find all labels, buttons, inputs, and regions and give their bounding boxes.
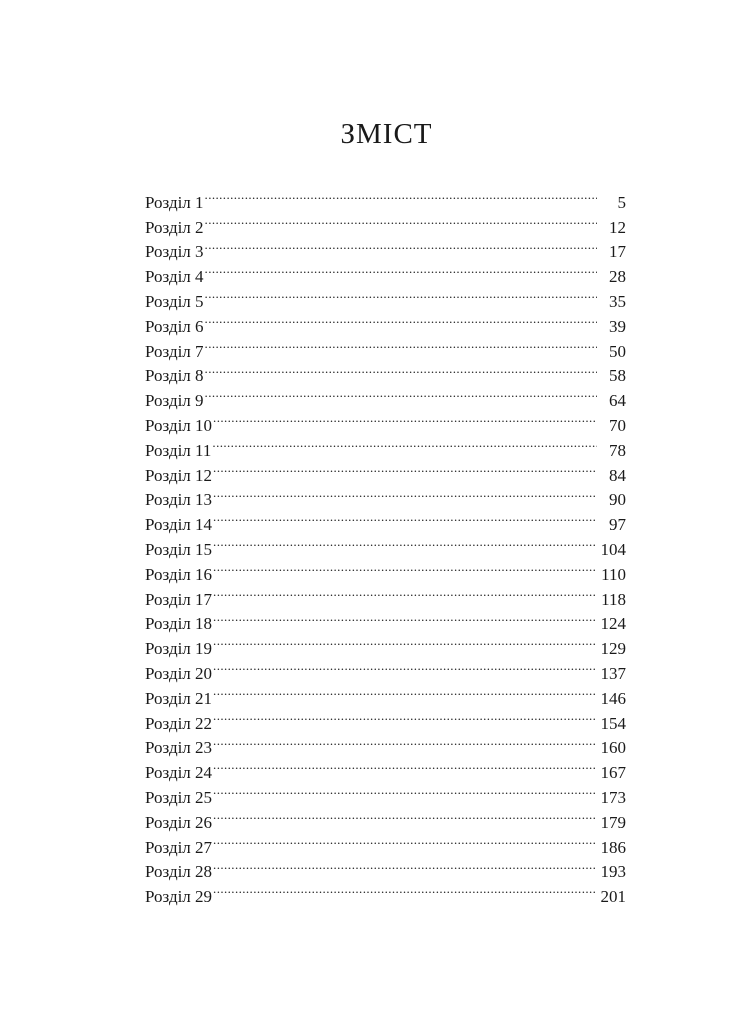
dot-leader bbox=[213, 654, 597, 679]
dot-leader bbox=[213, 753, 597, 778]
toc-entry bbox=[145, 183, 626, 212]
toc-entry-page-number: 186 bbox=[600, 837, 626, 857]
toc-entry-page-number: 201 bbox=[600, 887, 626, 907]
toc-entry-page-number: 17 bbox=[609, 242, 626, 262]
toc-entry-label: Розділ 3 bbox=[145, 242, 204, 262]
toc-entry-page-number: 35 bbox=[609, 291, 626, 311]
dot-leader bbox=[213, 481, 597, 506]
toc-entry-page-number: 146 bbox=[600, 688, 626, 708]
toc-entry-label: Розділ 27 bbox=[145, 837, 213, 857]
toc-entry-label: Розділ 1 bbox=[145, 192, 204, 212]
toc-entry-page-number: 84 bbox=[609, 465, 626, 485]
toc-entry bbox=[145, 778, 626, 807]
dot-leader bbox=[213, 803, 597, 828]
toc-entry-label: Розділ 15 bbox=[145, 539, 213, 559]
toc-entry-page-number: 12 bbox=[609, 217, 626, 237]
toc-entry bbox=[145, 282, 626, 311]
toc-entry-label: Розділ 7 bbox=[145, 341, 204, 361]
toc-entry-page-number: 137 bbox=[600, 663, 626, 683]
dot-leader bbox=[213, 679, 597, 704]
toc-entry-label: Розділ 24 bbox=[145, 763, 213, 783]
toc-entry-label: Розділ 14 bbox=[145, 515, 213, 535]
toc-entry-page-number: 160 bbox=[600, 738, 626, 758]
toc-entry bbox=[145, 877, 626, 907]
toc-entry-label: Розділ 20 bbox=[145, 663, 213, 683]
dot-leader bbox=[205, 257, 597, 282]
dot-leader bbox=[205, 183, 597, 208]
toc-entry-page-number: 70 bbox=[609, 415, 626, 435]
toc-entry bbox=[145, 208, 626, 237]
dot-leader bbox=[213, 605, 597, 630]
toc-entry-page-number: 5 bbox=[617, 192, 626, 212]
toc-entry-page-number: 39 bbox=[609, 316, 626, 336]
toc-entry-label: Розділ 26 bbox=[145, 812, 213, 832]
dot-leader bbox=[213, 580, 597, 605]
dot-leader bbox=[205, 332, 597, 357]
toc-entry-label: Розділ 11 bbox=[145, 440, 212, 460]
toc-entry-label: Розділ 10 bbox=[145, 415, 213, 435]
toc-entry bbox=[145, 332, 626, 361]
dot-leader bbox=[213, 505, 597, 530]
toc-entry bbox=[145, 406, 626, 435]
toc-entry bbox=[145, 257, 626, 287]
toc-entry-page-number: 124 bbox=[600, 614, 626, 634]
dot-leader bbox=[205, 381, 597, 406]
toc-entry bbox=[145, 605, 626, 634]
toc-entry-label: Розділ 17 bbox=[145, 589, 213, 609]
toc-entry bbox=[145, 704, 626, 733]
toc-entry-label: Розділ 9 bbox=[145, 391, 204, 411]
dot-leader bbox=[213, 828, 597, 853]
toc-entry-page-number: 90 bbox=[609, 490, 626, 510]
toc-entry-page-number: 129 bbox=[600, 639, 626, 659]
toc-entry-label: Розділ 4 bbox=[145, 267, 204, 287]
toc-entry-label: Розділ 23 bbox=[145, 738, 213, 758]
dot-leader bbox=[205, 282, 597, 307]
toc-entry-page-number: 154 bbox=[600, 713, 626, 733]
toc-entry-label: Розділ 6 bbox=[145, 316, 204, 336]
toc-entry-page-number: 50 bbox=[609, 341, 626, 361]
toc-entry-label: Розділ 18 bbox=[145, 614, 213, 634]
table-of-contents bbox=[145, 183, 626, 907]
toc-entry bbox=[145, 580, 626, 609]
toc-entry bbox=[145, 233, 626, 262]
toc-entry-label: Розділ 5 bbox=[145, 291, 204, 311]
toc-entry bbox=[145, 456, 626, 485]
toc-entry bbox=[145, 853, 626, 882]
dot-leader bbox=[213, 877, 597, 902]
toc-entry-page-number: 179 bbox=[600, 812, 626, 832]
toc-entry-page-number: 78 bbox=[609, 440, 626, 460]
toc-entry-page-number: 64 bbox=[609, 391, 626, 411]
dot-leader bbox=[205, 357, 597, 382]
toc-entry bbox=[145, 555, 626, 584]
toc-entry-label: Розділ 2 bbox=[145, 217, 204, 237]
toc-entry bbox=[145, 357, 626, 386]
toc-entry-page-number: 173 bbox=[600, 787, 626, 807]
dot-leader bbox=[212, 431, 597, 456]
toc-entry-label: Розділ 16 bbox=[145, 564, 213, 584]
toc-entry bbox=[145, 381, 626, 411]
toc-entry bbox=[145, 654, 626, 683]
toc-entry bbox=[145, 679, 626, 708]
toc-entry-page-number: 193 bbox=[600, 862, 626, 882]
toc-entry bbox=[145, 530, 626, 559]
toc-entry bbox=[145, 505, 626, 535]
toc-entry-label: Розділ 22 bbox=[145, 713, 213, 733]
dot-leader bbox=[213, 853, 597, 878]
dot-leader bbox=[205, 233, 597, 258]
dot-leader bbox=[205, 307, 597, 332]
toc-entry-label: Розділ 12 bbox=[145, 465, 213, 485]
page-title: ЗМІСТ bbox=[340, 118, 433, 150]
toc-entry-page-number: 167 bbox=[600, 763, 626, 783]
dot-leader bbox=[213, 729, 597, 754]
toc-entry-label: Розділ 29 bbox=[145, 887, 213, 907]
toc-entry-page-number: 118 bbox=[601, 589, 626, 609]
toc-entry bbox=[145, 803, 626, 832]
toc-entry bbox=[145, 307, 626, 336]
toc-entry-label: Розділ 28 bbox=[145, 862, 213, 882]
toc-entry-page-number: 110 bbox=[601, 564, 626, 584]
toc-entry bbox=[145, 753, 626, 783]
dot-leader bbox=[213, 629, 597, 654]
toc-entry-page-number: 28 bbox=[609, 267, 626, 287]
toc-entry bbox=[145, 481, 626, 510]
dot-leader bbox=[213, 456, 597, 481]
toc-entry-label: Розділ 21 bbox=[145, 688, 213, 708]
dot-leader bbox=[213, 406, 597, 431]
toc-entry-label: Розділ 13 bbox=[145, 490, 213, 510]
dot-leader bbox=[213, 555, 597, 580]
dot-leader bbox=[213, 778, 597, 803]
toc-entry-label: Розділ 19 bbox=[145, 639, 213, 659]
toc-entry bbox=[145, 729, 626, 758]
dot-leader bbox=[205, 208, 597, 233]
dot-leader bbox=[213, 704, 597, 729]
toc-entry bbox=[145, 629, 626, 659]
toc-entry-page-number: 104 bbox=[600, 539, 626, 559]
toc-entry bbox=[145, 828, 626, 857]
toc-entry-page-number: 97 bbox=[609, 515, 626, 535]
toc-entry bbox=[145, 431, 626, 460]
dot-leader bbox=[213, 530, 597, 555]
toc-entry-page-number: 58 bbox=[609, 366, 626, 386]
toc-entry-label: Розділ 8 bbox=[145, 366, 204, 386]
toc-entry-label: Розділ 25 bbox=[145, 787, 213, 807]
